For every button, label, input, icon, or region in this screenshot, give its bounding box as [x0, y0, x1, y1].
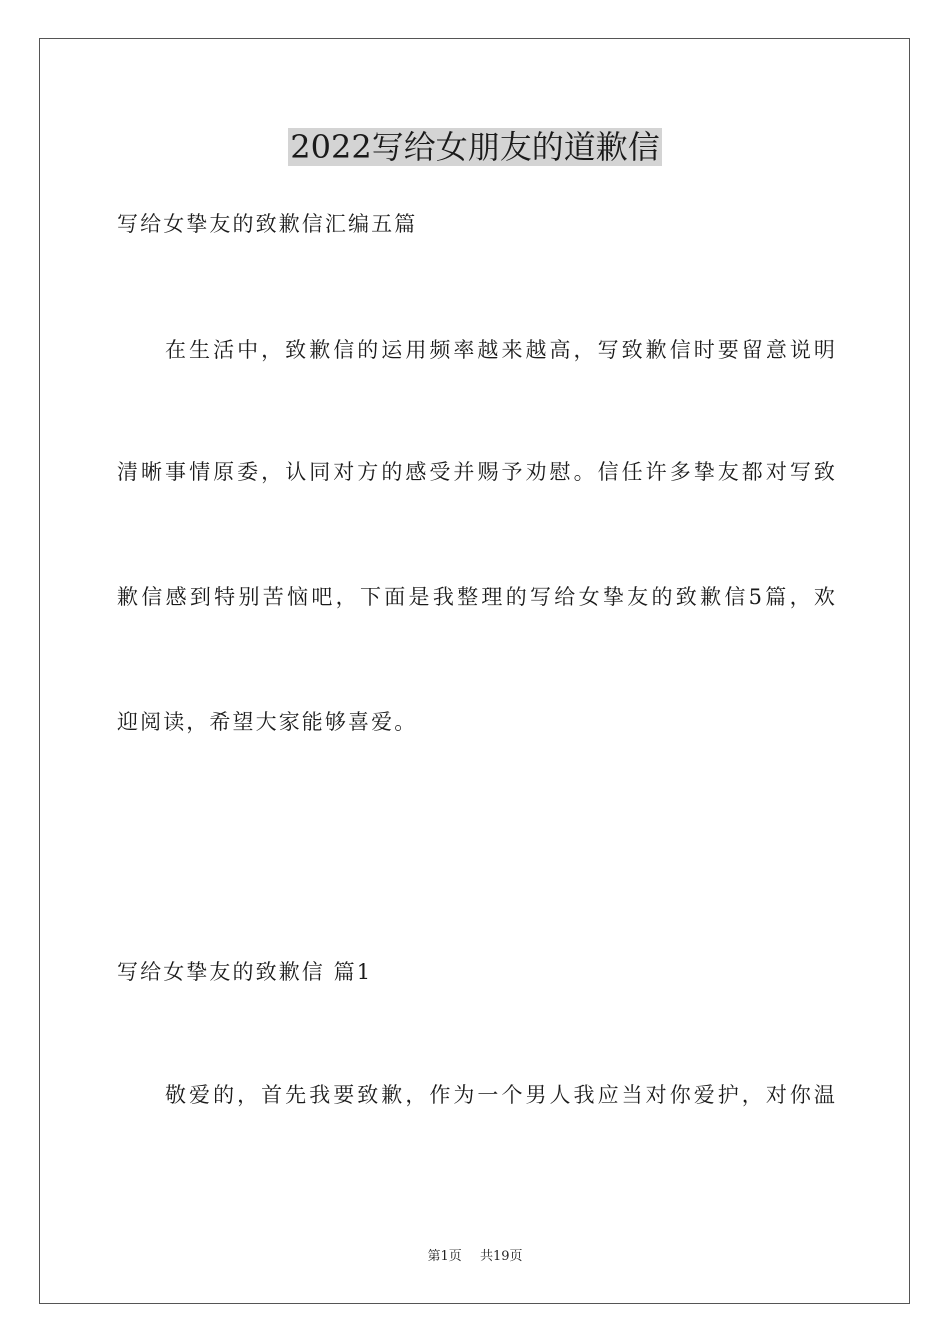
page-footer [0, 1249, 950, 1265]
page-number: 第1页 [427, 1249, 462, 1264]
intro-paragraph-line: 在生活中，致歉信的运用频率越来越高，写致歉信时要留意说明 [165, 338, 837, 362]
document-title-text: 2022写给女朋友的道歉信 [290, 128, 660, 166]
section-heading: 写给女挚友的致歉信 篇1 [117, 960, 373, 984]
body-paragraph-line: 敬爱的，首先我要致歉，作为一个男人我应当对你爱护，对你温 [165, 1083, 837, 1107]
page-total: 共19页 [479, 1249, 523, 1264]
intro-paragraph-line: 清晰事情原委，认同对方的感受并赐予劝慰。信任许多挚友都对写致 [117, 460, 837, 484]
document-subtitle: 写给女挚友的致歉信汇编五篇 [117, 212, 418, 236]
intro-paragraph-line: 歉信感到特别苦恼吧，下面是我整理的写给女挚友的致歉信5篇，欢 [117, 585, 837, 609]
intro-paragraph-line: 迎阅读，希望大家能够喜爱。 [117, 710, 418, 734]
document-title [0, 128, 950, 166]
